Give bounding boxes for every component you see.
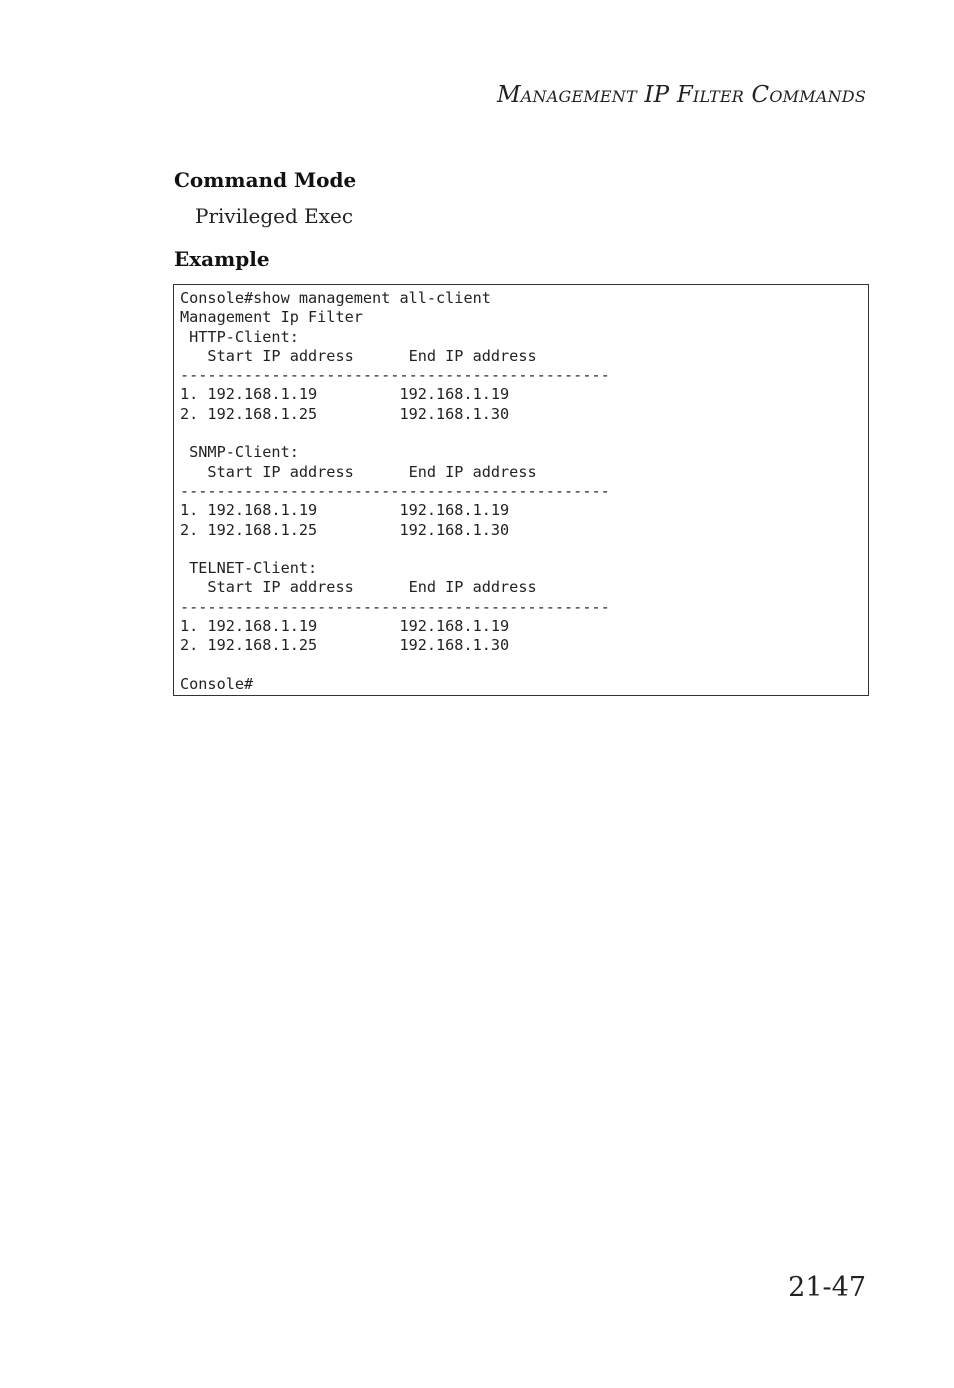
- command-mode-heading: Command Mode: [174, 168, 357, 192]
- page-number: 21-47: [788, 1272, 866, 1303]
- console-line: Start IP address End IP address: [180, 462, 537, 481]
- console-line: -----------------------------------------------: [180, 481, 610, 500]
- console-line: Start IP address End IP address: [180, 346, 537, 365]
- console-line: 2. 192.168.1.25 192.168.1.30: [180, 520, 510, 539]
- console-line: Management Ip Filter: [180, 308, 363, 327]
- console-line: TELNET-Client:: [180, 559, 318, 578]
- example-heading: Example: [174, 247, 270, 271]
- console-line: Start IP address End IP address: [180, 578, 537, 597]
- console-line: Console#show management all-client: [180, 289, 491, 307]
- command-mode-value: Privileged Exec: [195, 204, 354, 228]
- console-line: [180, 656, 868, 675]
- console-line: [180, 424, 868, 443]
- console-line: -----------------------------------------------: [180, 366, 610, 385]
- console-line: 1. 192.168.1.19 192.168.1.19: [180, 501, 510, 520]
- console-line: Console#: [180, 674, 254, 693]
- console-example-box: [173, 284, 869, 696]
- console-line: HTTP-Client:: [180, 327, 299, 346]
- console-line: 1. 192.168.1.19 192.168.1.19: [180, 617, 510, 636]
- console-line: 2. 192.168.1.25 192.168.1.30: [180, 636, 510, 655]
- console-line: 1. 192.168.1.19 192.168.1.19: [180, 385, 510, 404]
- running-header: Management IP Filter Commands: [497, 82, 866, 108]
- console-line: 2. 192.168.1.25 192.168.1.30: [180, 404, 510, 423]
- console-line: SNMP-Client:: [180, 443, 299, 462]
- console-line: [180, 540, 868, 559]
- console-line: -----------------------------------------------: [180, 597, 610, 616]
